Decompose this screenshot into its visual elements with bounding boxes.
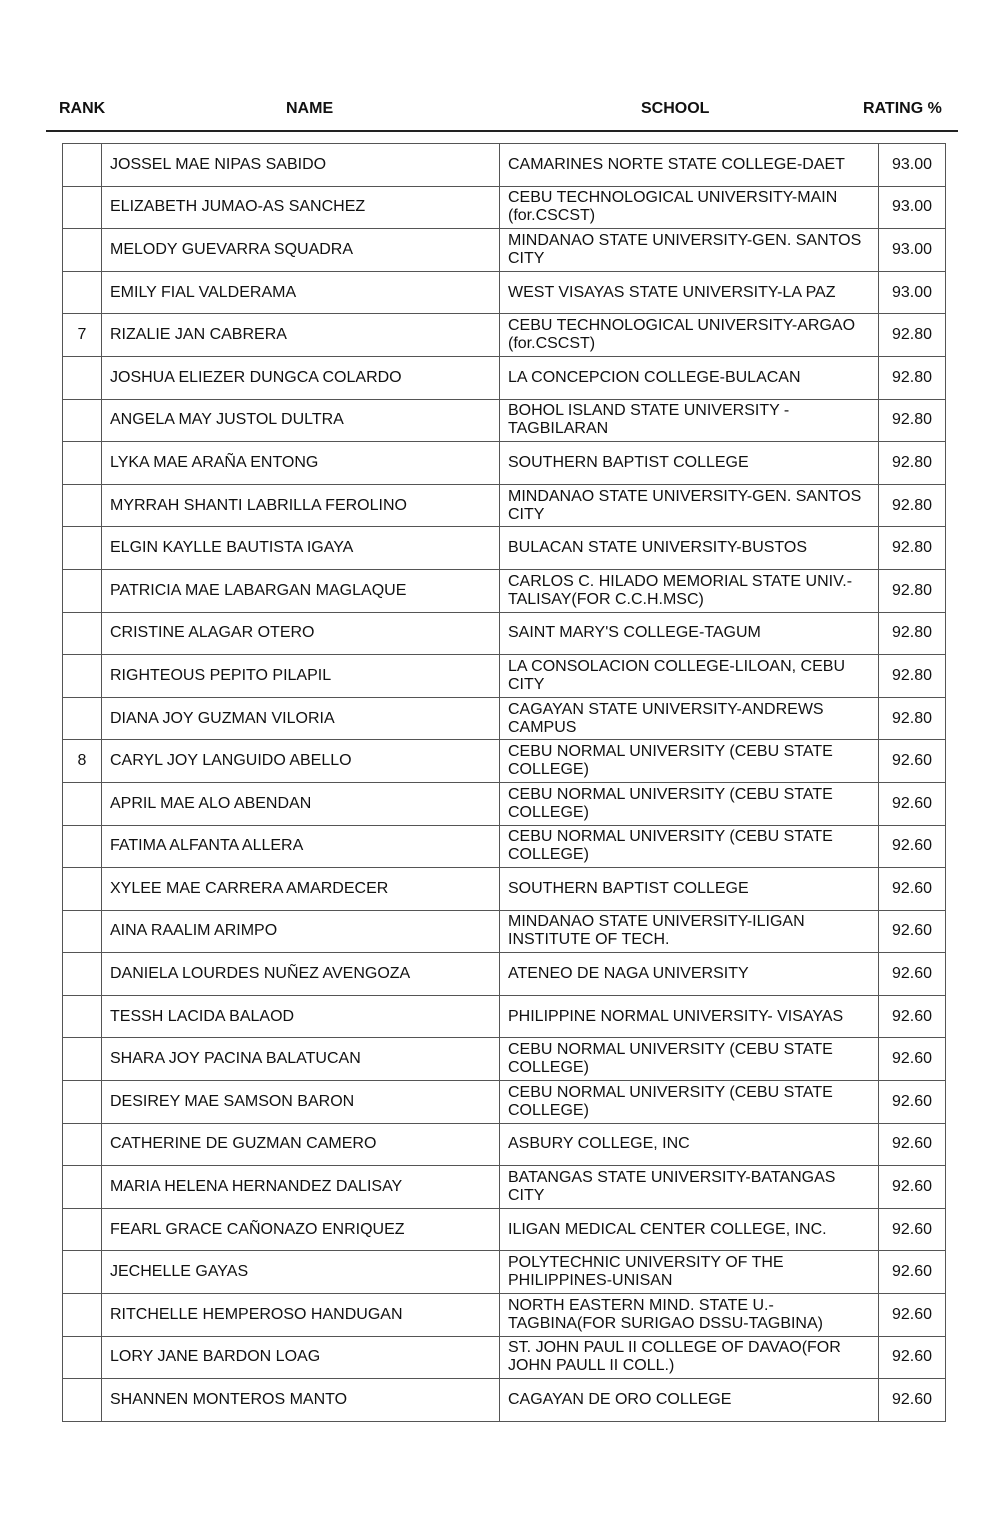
school-cell: ST. JOHN PAUL II COLLEGE OF DAVAO(FOR JOHN PAULL II COLL.)	[500, 1336, 879, 1379]
rank-cell	[63, 612, 102, 655]
table-row	[63, 740, 946, 783]
school-column-header: SCHOOL	[641, 100, 710, 117]
school-cell: MINDANAO STATE UNIVERSITY-GEN. SANTOS CITY	[500, 229, 879, 272]
name-cell: EMILY FIAL VALDERAMA	[102, 271, 500, 314]
table-row	[63, 1251, 946, 1294]
name-cell: DIANA JOY GUZMAN VILORIA	[102, 697, 500, 740]
rating-cell: 92.80	[879, 612, 946, 655]
rating-cell: 92.60	[879, 1166, 946, 1209]
table-row	[63, 953, 946, 996]
rank-cell	[63, 1294, 102, 1337]
school-cell: CEBU NORMAL UNIVERSITY (CEBU STATE COLLEGE)	[500, 1081, 879, 1124]
rank-column-header: RANK	[59, 100, 106, 117]
rating-cell: 92.60	[879, 1251, 946, 1294]
rank-cell	[63, 271, 102, 314]
table-row	[63, 356, 946, 399]
school-cell: CEBU NORMAL UNIVERSITY (CEBU STATE COLLEGE)	[500, 740, 879, 783]
rank-cell	[63, 697, 102, 740]
table-row	[63, 271, 946, 314]
school-cell: CEBU NORMAL UNIVERSITY (CEBU STATE COLLEGE)	[500, 825, 879, 868]
school-cell: CARLOS C. HILADO MEMORIAL STATE UNIV.-TALISAY(FOR C.C.H.MSC)	[500, 569, 879, 612]
table-row	[63, 1379, 946, 1422]
name-cell: ELGIN KAYLLE BAUTISTA IGAYA	[102, 527, 500, 570]
rating-cell: 93.00	[879, 271, 946, 314]
header-divider	[46, 130, 958, 132]
rank-cell	[63, 484, 102, 527]
table-row	[63, 442, 946, 485]
table-row	[63, 1208, 946, 1251]
school-cell: LA CONSOLACION COLLEGE-LILOAN, CEBU CITY	[500, 655, 879, 698]
table-row	[63, 484, 946, 527]
rank-cell	[63, 1251, 102, 1294]
name-cell: DANIELA LOURDES NUÑEZ AVENGOZA	[102, 953, 500, 996]
school-cell: SAINT MARY'S COLLEGE-TAGUM	[500, 612, 879, 655]
table-row	[63, 1294, 946, 1337]
school-cell: ATENEO DE NAGA UNIVERSITY	[500, 953, 879, 996]
rating-cell: 92.60	[879, 1294, 946, 1337]
name-cell: JECHELLE GAYAS	[102, 1251, 500, 1294]
rating-cell: 93.00	[879, 186, 946, 229]
table-row	[63, 1038, 946, 1081]
rating-cell: 92.60	[879, 953, 946, 996]
rank-cell	[63, 569, 102, 612]
name-cell: AINA RAALIM ARIMPO	[102, 910, 500, 953]
table-row	[63, 655, 946, 698]
school-cell: PHILIPPINE NORMAL UNIVERSITY- VISAYAS	[500, 995, 879, 1038]
table-row	[63, 399, 946, 442]
rating-cell: 92.80	[879, 569, 946, 612]
name-cell: JOSHUA ELIEZER DUNGCA COLARDO	[102, 356, 500, 399]
rank-cell	[63, 1208, 102, 1251]
school-cell: ASBURY COLLEGE, INC	[500, 1123, 879, 1166]
rating-cell: 92.80	[879, 484, 946, 527]
rating-cell: 92.80	[879, 399, 946, 442]
rating-cell: 93.00	[879, 229, 946, 272]
name-column-header: NAME	[286, 100, 334, 117]
school-cell: CAMARINES NORTE STATE COLLEGE-DAET	[500, 144, 879, 187]
name-cell: LORY JANE BARDON LOAG	[102, 1336, 500, 1379]
name-cell: CATHERINE DE GUZMAN CAMERO	[102, 1123, 500, 1166]
name-cell: RIGHTEOUS PEPITO PILAPIL	[102, 655, 500, 698]
rating-cell: 92.60	[879, 782, 946, 825]
school-cell: CEBU NORMAL UNIVERSITY (CEBU STATE COLLEGE)	[500, 782, 879, 825]
table-row	[63, 1123, 946, 1166]
rating-cell: 92.60	[879, 1336, 946, 1379]
school-cell: SOUTHERN BAPTIST COLLEGE	[500, 868, 879, 911]
name-cell: SHARA JOY PACINA BALATUCAN	[102, 1038, 500, 1081]
school-cell: BOHOL ISLAND STATE UNIVERSITY - TAGBILARAN	[500, 399, 879, 442]
name-cell: MYRRAH SHANTI LABRILLA FEROLINO	[102, 484, 500, 527]
name-cell: XYLEE MAE CARRERA AMARDECER	[102, 868, 500, 911]
rating-cell: 92.80	[879, 527, 946, 570]
name-cell: APRIL MAE ALO ABENDAN	[102, 782, 500, 825]
school-cell: CEBU TECHNOLOGICAL UNIVERSITY-ARGAO (for.CSCST)	[500, 314, 879, 357]
table-row	[63, 1336, 946, 1379]
rank-cell	[63, 229, 102, 272]
name-cell: JOSSEL MAE NIPAS SABIDO	[102, 144, 500, 187]
table-row	[63, 910, 946, 953]
column-header-row	[0, 100, 1004, 122]
table-row	[63, 612, 946, 655]
rating-cell: 92.60	[879, 1208, 946, 1251]
table-row	[63, 144, 946, 187]
rating-cell: 92.80	[879, 442, 946, 485]
table-row	[63, 995, 946, 1038]
rating-column-header: RATING %	[863, 100, 942, 117]
rank-cell	[63, 1336, 102, 1379]
rank-cell	[63, 1123, 102, 1166]
school-cell: CAGAYAN DE ORO COLLEGE	[500, 1379, 879, 1422]
name-cell: ELIZABETH JUMAO-AS SANCHEZ	[102, 186, 500, 229]
name-cell: MELODY GUEVARRA SQUADRA	[102, 229, 500, 272]
rating-cell: 92.80	[879, 314, 946, 357]
rank-cell	[63, 399, 102, 442]
table-row	[63, 569, 946, 612]
rank-cell	[63, 655, 102, 698]
rating-cell: 92.60	[879, 868, 946, 911]
rating-cell: 92.60	[879, 995, 946, 1038]
name-cell: CRISTINE ALAGAR OTERO	[102, 612, 500, 655]
table-row	[63, 868, 946, 911]
school-cell: ILIGAN MEDICAL CENTER COLLEGE, INC.	[500, 1208, 879, 1251]
name-cell: FATIMA ALFANTA ALLERA	[102, 825, 500, 868]
rating-cell: 92.60	[879, 1379, 946, 1422]
rank-cell	[63, 995, 102, 1038]
school-cell: NORTH EASTERN MIND. STATE U.-TAGBINA(FOR SURIGAO DSSU-TAGBINA)	[500, 1294, 879, 1337]
school-cell: WEST VISAYAS STATE UNIVERSITY-LA PAZ	[500, 271, 879, 314]
name-cell: CARYL JOY LANGUIDO ABELLO	[102, 740, 500, 783]
results-table	[62, 143, 946, 1422]
table-row	[63, 1166, 946, 1209]
name-cell: RITCHELLE HEMPEROSO HANDUGAN	[102, 1294, 500, 1337]
rating-cell: 92.60	[879, 740, 946, 783]
rank-cell	[63, 442, 102, 485]
school-cell: CEBU NORMAL UNIVERSITY (CEBU STATE COLLEGE)	[500, 1038, 879, 1081]
results-table-body	[63, 144, 946, 1422]
rating-cell: 92.80	[879, 655, 946, 698]
school-cell: CEBU TECHNOLOGICAL UNIVERSITY-MAIN (for.CSCST)	[500, 186, 879, 229]
rank-cell	[63, 953, 102, 996]
rank-cell: 8	[63, 740, 102, 783]
rating-cell: 92.60	[879, 825, 946, 868]
rating-cell: 93.00	[879, 144, 946, 187]
rank-cell	[63, 356, 102, 399]
rank-cell	[63, 1038, 102, 1081]
name-cell: MARIA HELENA HERNANDEZ DALISAY	[102, 1166, 500, 1209]
school-cell: MINDANAO STATE UNIVERSITY-ILIGAN INSTITUTE OF TECH.	[500, 910, 879, 953]
rank-cell	[63, 144, 102, 187]
rank-cell	[63, 1081, 102, 1124]
rank-cell	[63, 868, 102, 911]
rank-cell: 7	[63, 314, 102, 357]
table-row	[63, 314, 946, 357]
school-cell: BATANGAS STATE UNIVERSITY-BATANGAS CITY	[500, 1166, 879, 1209]
rating-cell: 92.60	[879, 1038, 946, 1081]
rating-cell: 92.60	[879, 1081, 946, 1124]
school-cell: CAGAYAN STATE UNIVERSITY-ANDREWS CAMPUS	[500, 697, 879, 740]
name-cell: TESSH LACIDA BALAOD	[102, 995, 500, 1038]
rating-cell: 92.80	[879, 697, 946, 740]
rank-cell	[63, 527, 102, 570]
school-cell: POLYTECHNIC UNIVERSITY OF THE PHILIPPINES-UNISAN	[500, 1251, 879, 1294]
table-row	[63, 697, 946, 740]
rating-cell: 92.60	[879, 1123, 946, 1166]
rank-cell	[63, 1379, 102, 1422]
name-cell: PATRICIA MAE LABARGAN MAGLAQUE	[102, 569, 500, 612]
rank-cell	[63, 1166, 102, 1209]
school-cell: BULACAN STATE UNIVERSITY-BUSTOS	[500, 527, 879, 570]
table-row	[63, 186, 946, 229]
school-cell: SOUTHERN BAPTIST COLLEGE	[500, 442, 879, 485]
name-cell: FEARL GRACE CAÑONAZO ENRIQUEZ	[102, 1208, 500, 1251]
name-cell: ANGELA MAY JUSTOL DULTRA	[102, 399, 500, 442]
table-row	[63, 229, 946, 272]
name-cell: DESIREY MAE SAMSON BARON	[102, 1081, 500, 1124]
school-cell: MINDANAO STATE UNIVERSITY-GEN. SANTOS CITY	[500, 484, 879, 527]
table-row	[63, 1081, 946, 1124]
rank-cell	[63, 825, 102, 868]
rank-cell	[63, 782, 102, 825]
name-cell: SHANNEN MONTEROS MANTO	[102, 1379, 500, 1422]
rating-cell: 92.80	[879, 356, 946, 399]
table-row	[63, 527, 946, 570]
table-row	[63, 825, 946, 868]
name-cell: LYKA MAE ARAÑA ENTONG	[102, 442, 500, 485]
rank-cell	[63, 186, 102, 229]
rank-cell	[63, 910, 102, 953]
school-cell: LA CONCEPCION COLLEGE-BULACAN	[500, 356, 879, 399]
table-row	[63, 782, 946, 825]
rating-cell: 92.60	[879, 910, 946, 953]
name-cell: RIZALIE JAN CABRERA	[102, 314, 500, 357]
